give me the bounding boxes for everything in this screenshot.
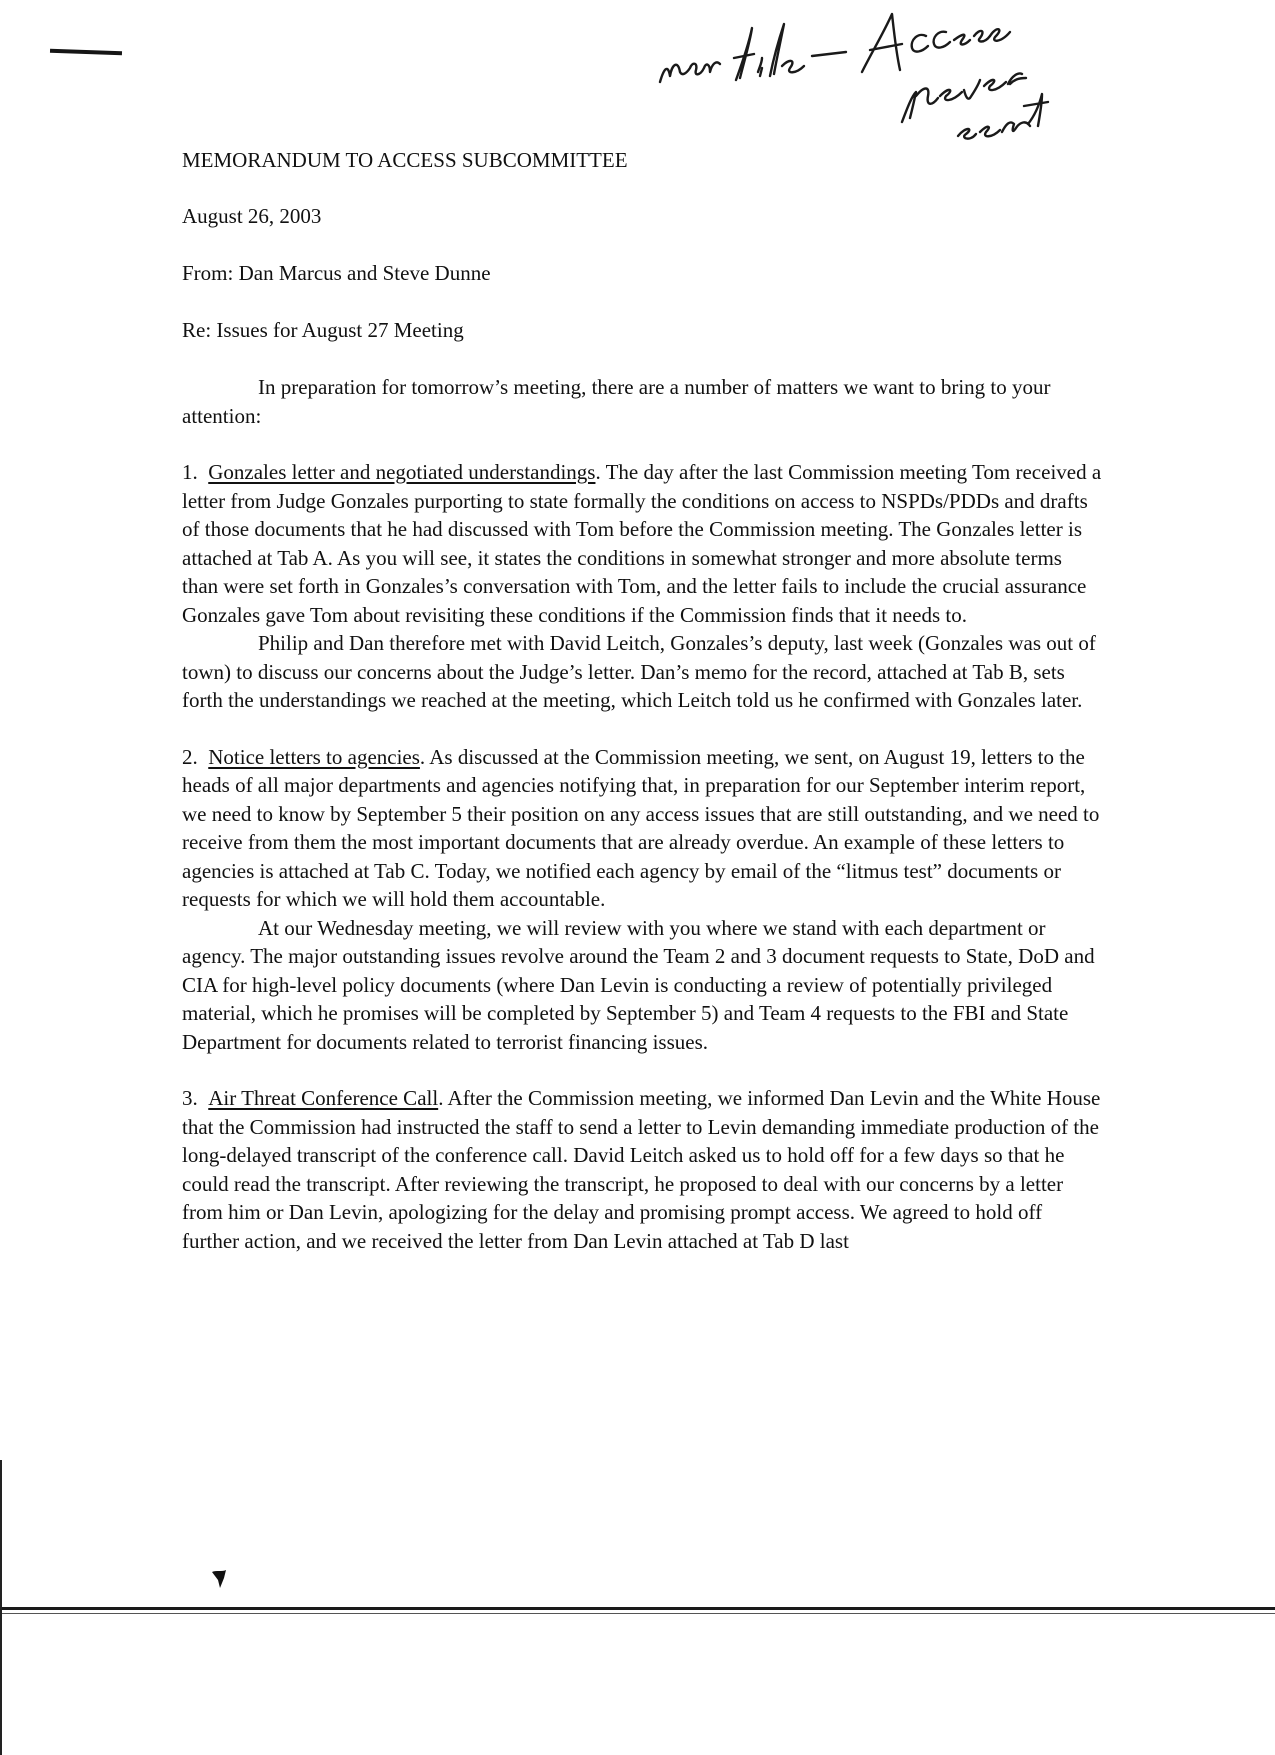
section-3-number: 3. <box>182 1086 198 1110</box>
scan-bottom-rule-secondary <box>0 1613 1275 1614</box>
scan-blot-mark <box>210 1568 228 1590</box>
section-2-number: 2. <box>182 744 198 769</box>
section-1-number: 1. <box>182 460 198 484</box>
section-1-paragraph <box>182 458 1102 629</box>
section-2-continuation: At our Wednesday meeting, we will review with you where we stand with each department or agency. The major outstanding issues revolve around the Team 2 and 3 document requests to State, DoD and CIA for high-level policy documents (where Dan Levin is conducting a review of potentially privileged material, which he promises will be completed by September 5) and Team 4 requests to the FBI and State Department for documents related to terrorist financing issues. <box>182 915 1095 1054</box>
section-3-paragraph <box>182 1084 1102 1255</box>
section-3-heading: Air Threat Conference Call <box>208 1086 439 1110</box>
section-2-text: . As discussed at the Commission meeting, we sent, on August 19, letters to the heads of all major departments and agencies notifying that, in preparation for our September interim report, we need to know by September 5 their position on any access issues that are still outstanding, and we need to receive from them the most important documents that are already overdue. An example of these letters to agencies is attached at Tab C. Today, we notified each agency by email of the “litmus test” documents or requests for which we will hold them accountable. <box>182 744 1100 911</box>
scan-bottom-rule <box>0 1607 1275 1610</box>
section-1-heading: Gonzales letter and negotiated understandings <box>208 460 596 484</box>
memo-date: August 26, 2003 <box>182 204 322 228</box>
scan-dash-mark <box>50 49 122 56</box>
intro-paragraph: In preparation for tomorrow’s meeting, there are a number of matters we want to bring to your attention: <box>182 375 1051 428</box>
section-1-continuation: Philip and Dan therefore met with David Leitch, Gonzales’s deputy, last week (Gonzales was out of town) to discuss our concerns about the Judge’s letter. Dan’s memo for the record, attached at Tab B, sets forth the understandings we reached at the meeting, which Leitch told us he confirmed with Gonzales later. <box>182 631 1096 712</box>
section-3-text: . After the Commission meeting, we informed Dan Levin and the White House that the Commission had instructed the staff to send a letter to Levin demanding immediate production of the long-delayed transcript of the conference call. David Leitch asked us to hold off for a few days so that he could read the transcript. After reviewing the transcript, he proposed to deal with our concerns by a letter from him or Dan Levin, apologizing for the delay and promising prompt access. We agreed to hold off further action, and we received the letter from Dan Levin attached at Tab D last <box>182 1086 1101 1253</box>
section-2-heading: Notice letters to agencies <box>208 744 420 769</box>
memo-from-line: From: Dan Marcus and Steve Dunne <box>182 261 491 285</box>
section-1-text: . The day after the last Commission meeting Tom received a letter from Judge Gonzales purporting to state formally the conditions on access to NSPDs/PDDs and drafts of those documents that he had discussed with Tom before the Commission meeting. The Gonzales letter is attached at Tab A. As you will see, it states the conditions in somewhat stronger and more absolute terms than were set forth in Gonzales’s conversation with Tom, and the letter fails to include the crucial assurance Gonzales gave Tom about revisiting these conditions if the Commission finds that it needs to. <box>182 460 1102 627</box>
memo-body <box>182 373 1102 1255</box>
memo-title: MEMORANDUM TO ACCESS SUBCOMMITTEE <box>182 148 628 172</box>
handwritten-note-annotation <box>640 2 1180 152</box>
section-2-paragraph <box>182 743 1102 914</box>
memo-subject-line: Re: Issues for August 27 Meeting <box>182 318 464 342</box>
scan-left-edge <box>0 1460 2 1755</box>
